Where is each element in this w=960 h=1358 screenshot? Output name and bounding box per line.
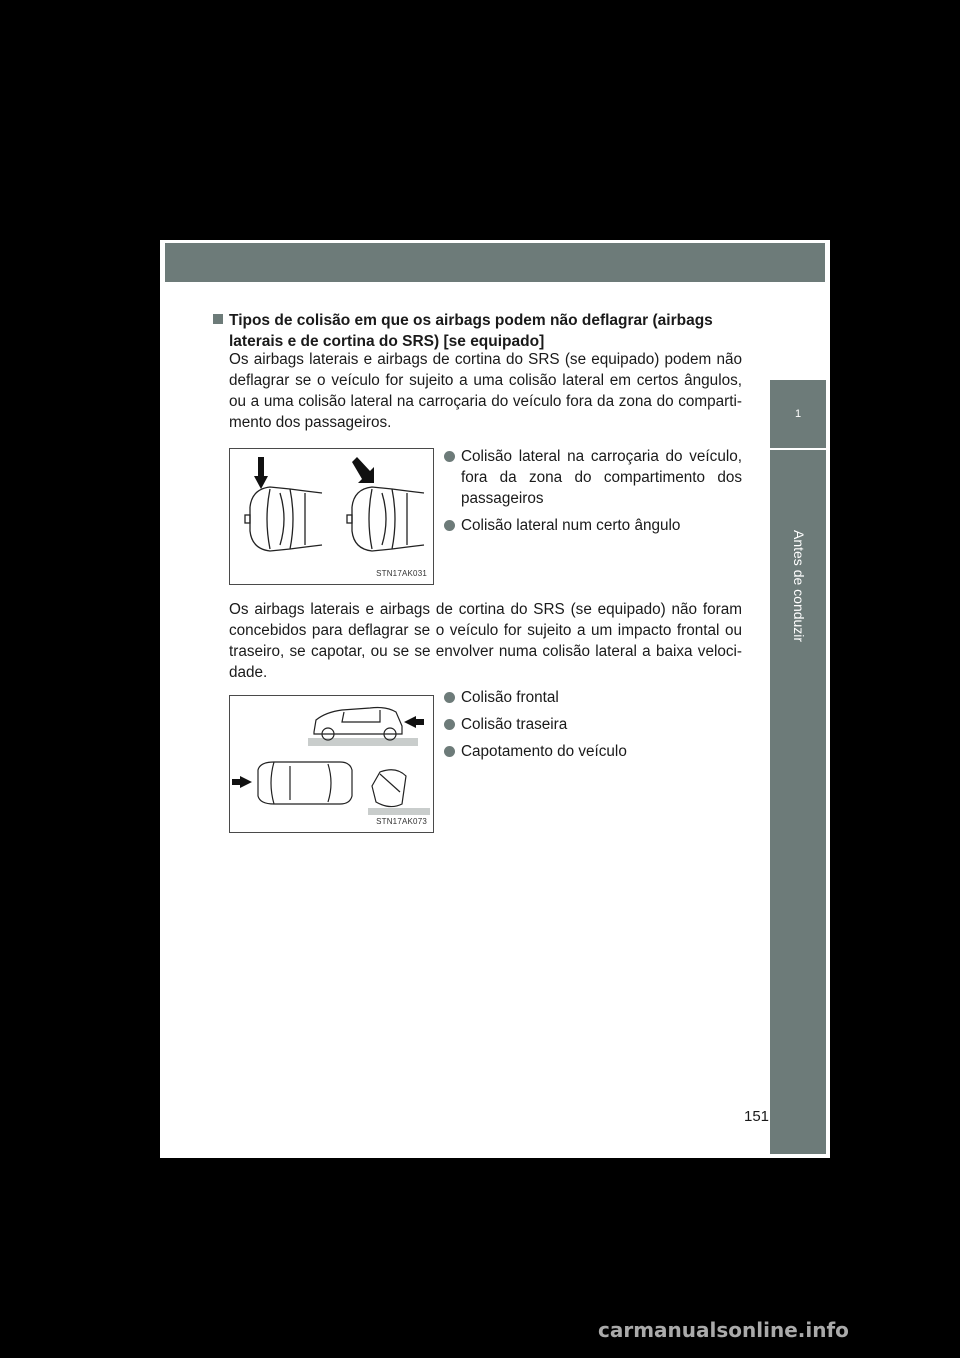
paragraph-1: Os airbags laterais e airbags de cortina do SRS (se equipado) podem não deflagrar se o veículo for sujeito a uma colisão lateral em certos ângulos, ou a uma colisão lateral na carroçaria do veículo fora da zona do comparti-mento dos passageiros.: [229, 351, 742, 431]
bullet-item: [444, 714, 742, 735]
bullet-list-2: [444, 687, 742, 768]
heading-square-icon: [213, 314, 223, 324]
figure-non-deploy-collisions: [229, 695, 434, 833]
bullet-item: [444, 687, 742, 708]
bullet-item: [444, 446, 742, 509]
bullet-item: [444, 515, 742, 536]
paragraph-2: Os airbags laterais e airbags de cortina do SRS (se equipado) não foram concebidos para deflagrar se o veículo for sujeito a um impacto frontal ou traseiro, se capotar, ou se se envolver numa colisão lateral a baixa veloci-dade.: [229, 601, 742, 681]
bullet-dot-icon: [444, 692, 455, 703]
bullet-text: Colisão traseira: [461, 716, 568, 733]
collision-types-illustration: [230, 696, 433, 832]
figure-side-collision: [229, 448, 434, 585]
bullet-dot-icon: [444, 746, 455, 757]
header-bar: [165, 243, 825, 282]
page-number: 151: [744, 1108, 770, 1125]
watermark: carmanualsonline.info: [598, 1318, 849, 1342]
bullet-text: Capotamento do veículo: [461, 743, 627, 760]
section-heading-text: Tipos de colisão em que os airbags podem não deflagrar (airbags laterais e de cortina do SRS) [se equipado]: [229, 312, 713, 350]
bullet-text: Colisão lateral num certo ângulo: [461, 517, 681, 534]
bullet-text: Colisão frontal: [461, 689, 559, 706]
side-collision-illustration: [230, 449, 433, 584]
bullet-text: Colisão lateral na carroçaria do veículo, fora da zona do compartimento dos passageiros: [461, 448, 742, 507]
bullet-dot-icon: [444, 719, 455, 730]
bullet-list-1: [444, 446, 742, 542]
manual-page: [160, 240, 830, 1158]
figure-code: STN17AK073: [376, 817, 427, 826]
figure-code: STN17AK031: [376, 569, 427, 578]
bullet-item: [444, 741, 742, 762]
bullet-dot-icon: [444, 451, 455, 462]
chapter-title: Antes de conduzir: [791, 530, 807, 643]
section-heading: [214, 310, 754, 352]
chapter-number-tab: [770, 380, 826, 448]
bullet-dot-icon: [444, 520, 455, 531]
chapter-number: 1: [794, 408, 802, 420]
